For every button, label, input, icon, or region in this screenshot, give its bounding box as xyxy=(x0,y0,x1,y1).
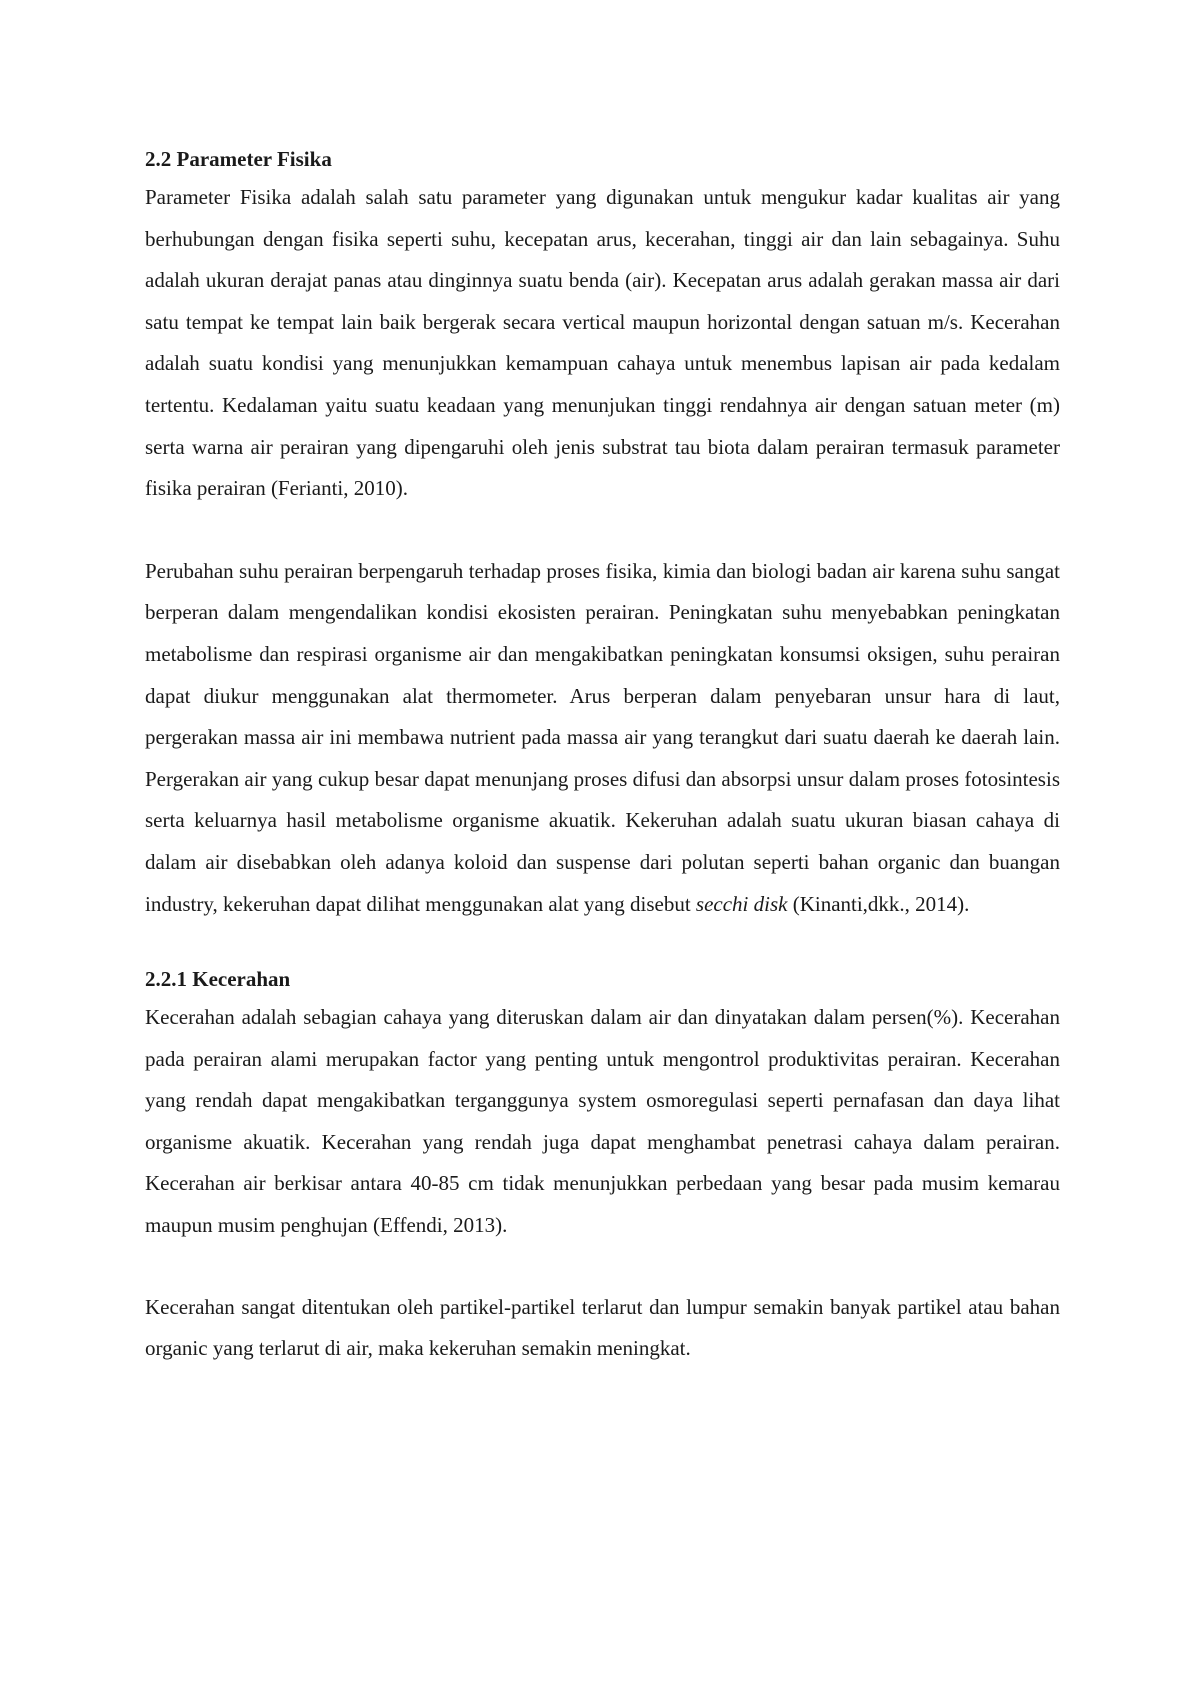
section-heading-kecerahan: 2.2.1 Kecerahan xyxy=(145,967,291,992)
citation-text: (Kinanti,dkk., 2014). xyxy=(787,891,970,916)
paragraph-parameter-fisika-definition: Parameter Fisika adalah salah satu parameter yang digunakan untuk mengukur kadar kualitas air yang berhubungan dengan fisika seperti suhu, kecepatan arus, kecerahan, tinggi air dan lain sebagainya. Suhu adalah ukuran derajat panas atau dinginnya suatu benda (air). Kecepatan arus adalah gerakan massa air dari satu tempat ke tempat lain baik bergerak secara vertical maupun horizontal dengan satuan m/s. Kecerahan adalah suatu kondisi yang menunjukkan kemampuan cahaya untuk menembus lapisan air pada kedalam tertentu. Kedalaman yaitu suatu keadaan yang menunjukan tinggi rendahnya air dengan satuan meter (m) serta warna air perairan yang dipengaruhi oleh jenis substrat tau biota dalam perairan termasuk parameter fisika perairan (Ferianti, 2010). xyxy=(145,185,1060,501)
document-page xyxy=(145,143,1060,1370)
paragraph-perubahan-suhu xyxy=(145,551,1060,925)
paragraph-kecerahan-definition: Kecerahan adalah sebagian cahaya yang diteruskan dalam air dan dinyatakan dalam persen(%). Kecerahan pada perairan alami merupakan factor yang penting untuk mengontrol produktivitas perairan. Kecerahan yang rendah dapat mengakibatkan terganggunya system osmoregulasi seperti pernafasan dan daya lihat organisme akuatik. Kecerahan yang rendah juga dapat menghambat penetrasi cahaya dalam perairan. Kecerahan air berkisar antara 40-85 cm tidak menunjukkan perbedaan yang besar pada musim kemarau maupun musim penghujan (Effendi, 2013). xyxy=(145,1005,1060,1238)
paragraph-kecerahan-partikel: Kecerahan sangat ditentukan oleh partikel-partikel terlarut dan lumpur semakin banyak partikel atau bahan organic yang terlarut di air, maka kekeruhan semakin meningkat. xyxy=(145,1294,1060,1361)
section-heading-parameter-fisika: 2.2 Parameter Fisika xyxy=(145,147,332,171)
paragraph-text: Perubahan suhu perairan berpengaruh terhadap proses fisika, kimia dan biologi badan air karena suhu sangat berperan dalam mengendalikan kondisi ekosisten perairan. Peningkatan suhu menyebabkan peningkatan metabolisme dan respirasi organisme air dan mengakibatkan peningkatan konsumsi oksigen, suhu perairan dapat diukur menggunakan alat thermometer. Arus berperan dalam penyebaran unsur hara di laut, pergerakan massa air ini membawa nutrient pada massa air yang terangkut dari suatu daerah ke daerah lain. Pergerakan air yang cukup besar dapat menunjang proses difusi dan absorpsi unsur dalam proses fotosintesis serta keluarnya hasil metabolisme organisme akuatik. Kekeruhan adalah suatu ukuran biasan cahaya di dalam air disebabkan oleh adanya koloid dan suspense dari polutan seperti bahan organic dan buangan industry, kekeruhan dapat dilihat menggunakan alat yang disebut xyxy=(145,558,1060,916)
italic-term-secchi-disk: secchi disk xyxy=(695,891,788,916)
